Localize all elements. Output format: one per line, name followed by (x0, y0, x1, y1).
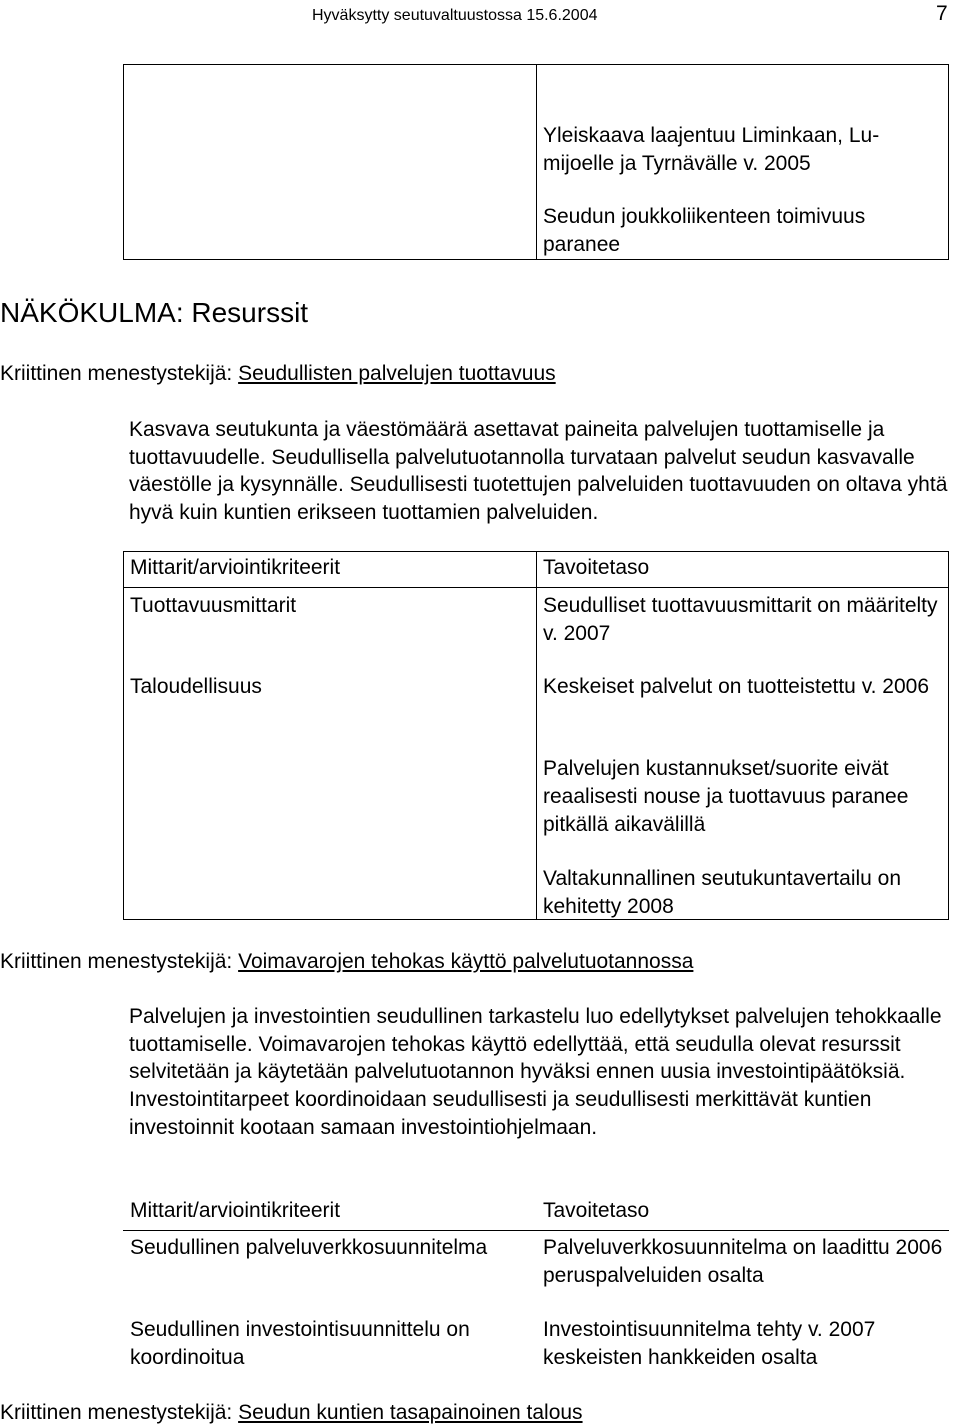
description-paragraph: Kasvava seutukunta ja väestömäärä asettavat paineita palvelujen tuottamiselle ja tuottavuudelle. Seudullisella palvelutuotannolla turvataan palvelut seudun kasvavalle väestölle ja kysynnälle. Seudullisesti tuotettujen palveluiden tuottavuuden on oltava yhtä hyvä kuin kuntien erikseen tuottamien palveluiden. (129, 418, 948, 525)
metric-item: Seudullinen palveluverkkosuunnitelma (130, 1236, 488, 1259)
target-item: Valtakunnallinen seutukuntavertailu on kehitetty 2008 (543, 867, 902, 918)
table-header-divider (123, 587, 949, 588)
column-header-metrics: Mittarit/arviointikriteerit (130, 556, 341, 579)
target-item: Seudulliset tuottavuusmittarit on määritelty v. 2007 (543, 594, 938, 645)
csf-prefix: Kriittinen menestystekijä: (0, 950, 239, 973)
csf-prefix: Kriittinen menestystekijä: (0, 362, 239, 385)
approval-note: Hyväksytty seutuvaltuustossa 15.6.2004 (312, 7, 598, 24)
column-header-target: Tavoitetaso (543, 1199, 650, 1222)
description-paragraph: Palvelujen ja investointien seudullinen tarkastelu luo edellytykset palvelujen tehokkaalle tuottamiselle. Voimavarojen tehokas käyttö edellyttää, että seudulla olevat resurssit selvitetään ja käytetään palvelutuotannon hyväksi ennen uusia investointipäätöksiä. Investointitarpeet koordinoidaan seudullisesti ja seudullisesti merkittävät kuntien investoinnit kootaan samaan investointiohjelmaan. (129, 1005, 942, 1139)
metric-item: Taloudellisuus (130, 675, 262, 698)
column-header-metrics: Mittarit/arviointikriteerit (130, 1199, 341, 1222)
target-item: Investointisuunnitelma tehty v. 2007 keskeisten hankkeiden osalta (543, 1318, 876, 1369)
table-column-divider (536, 551, 537, 920)
csf-prefix: Kriittinen menestystekijä: (0, 1401, 239, 1424)
target-text: Yleiskaava laajentuu Liminkaan, Lu-mijoelle ja Tyrnävälle v. 2005 (543, 124, 880, 175)
table-header-divider (123, 1230, 949, 1231)
target-item: Palvelujen kustannukset/suorite eivät reaalisesti nouse ja tuottavuus paranee pitkällä aikavälillä (543, 757, 909, 836)
top-table-divider (536, 64, 537, 260)
critical-success-factor (0, 948, 693, 976)
target-item: Keskeiset palvelut on tuotteistettu v. 2006 (543, 675, 930, 698)
csf-title: Seudullisten palvelujen tuottavuus (238, 362, 556, 385)
section-heading: NÄKÖKULMA: Resurssit (0, 297, 309, 328)
metric-item: Tuottavuusmittarit (130, 594, 297, 617)
csf-title: Seudun kuntien tasapainoinen talous (238, 1401, 583, 1424)
critical-success-factor (0, 1399, 583, 1427)
metric-item: Seudullinen investointisuunnittelu on koordinoitua (130, 1318, 470, 1369)
column-header-target: Tavoitetaso (543, 556, 650, 579)
csf-title: Voimavarojen tehokas käyttö palvelutuotannossa (238, 950, 694, 973)
target-item: Palveluverkkosuunnitelma on laadittu 2006 peruspalveluiden osalta (543, 1236, 943, 1287)
target-text: Seudun joukkoliikenteen toimivuus paranee (543, 205, 866, 256)
page-number: 7 (936, 2, 948, 25)
critical-success-factor (0, 360, 556, 388)
